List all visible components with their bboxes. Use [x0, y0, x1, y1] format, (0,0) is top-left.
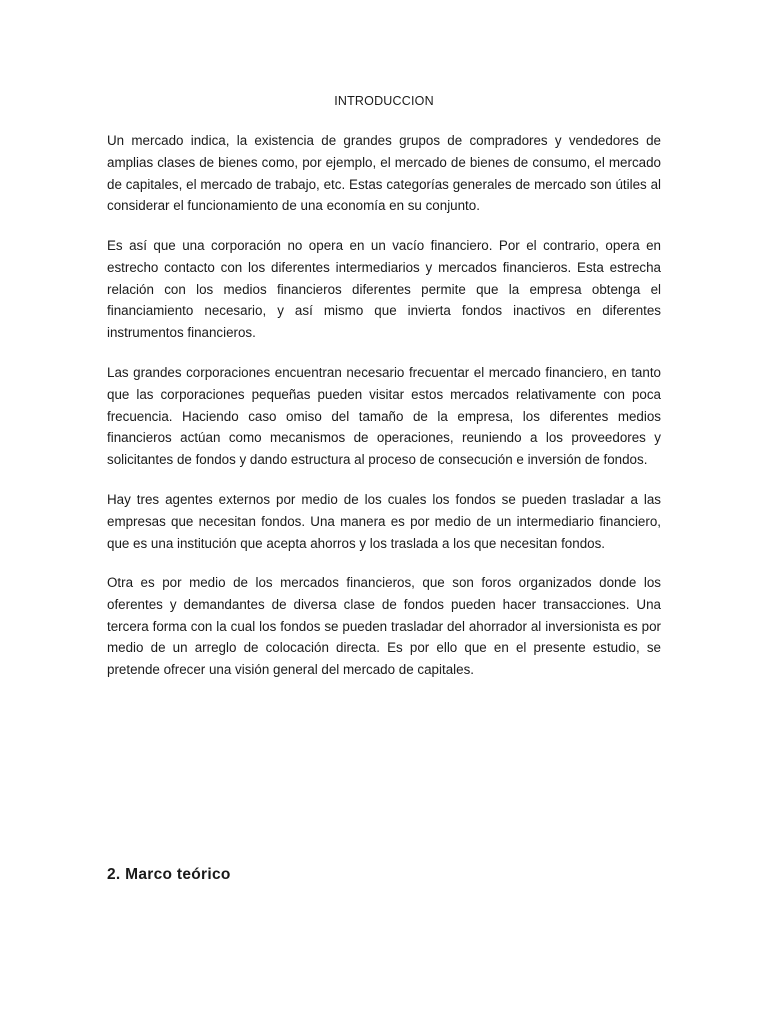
- paragraph-3: Las grandes corporaciones encuentran necesario frecuentar el mercado financiero, en tanto que las corporaciones pequeñas pueden visitar estos mercados relativamente con poca frecuencia. Haciendo caso omiso del tamaño de la empresa, los diferentes medios financieros actúan como mecanismos de operaciones, reuniendo a los proveedores y solicitantes de fondos y dando estructura al proceso de consecución e inversión de fondos.: [107, 365, 661, 468]
- section-heading: 2. Marco teórico: [107, 866, 231, 883]
- paragraph-4: Hay tres agentes externos por medio de los cuales los fondos se pueden trasladar a las empresas que necesitan fondos. Una manera es por medio de un intermediario financiero, que es una institución que acepta ahorros y los traslada a los que necesitan fondos.: [107, 492, 661, 551]
- paragraph-2: Es así que una corporación no opera en un vacío financiero. Por el contrario, opera en estrecho contacto con los diferentes intermediarios y mercados financieros. Esta estrecha relación con los medios financieros diferentes permite que la empresa obtenga el financiamiento necesario, y así mismo que invierta fondos inactivos en diferentes instrumentos financieros.: [107, 238, 661, 341]
- paragraph-1: Un mercado indica, la existencia de grandes grupos de compradores y vendedores de amplias clases de bienes como, por ejemplo, el mercado de bienes de consumo, el mercado de capitales, el mercado de trabajo, etc. Estas categorías generales de mercado son útiles al considerar el funcionamiento de una economía en su conjunto.: [107, 133, 661, 214]
- page-title: INTRODUCCION: [334, 94, 434, 108]
- paragraph-5: Otra es por medio de los mercados financieros, que son foros organizados donde los oferentes y demandantes de diversa clase de fondos pueden hacer transacciones. Una tercera forma con la cual los fondos se pueden trasladar del ahorrador al inversionista es por medio de un arreglo de colocación directa. Es por ello que en el presente estudio, se pretende ofrecer una visión general del mercado de capitales.: [107, 575, 661, 678]
